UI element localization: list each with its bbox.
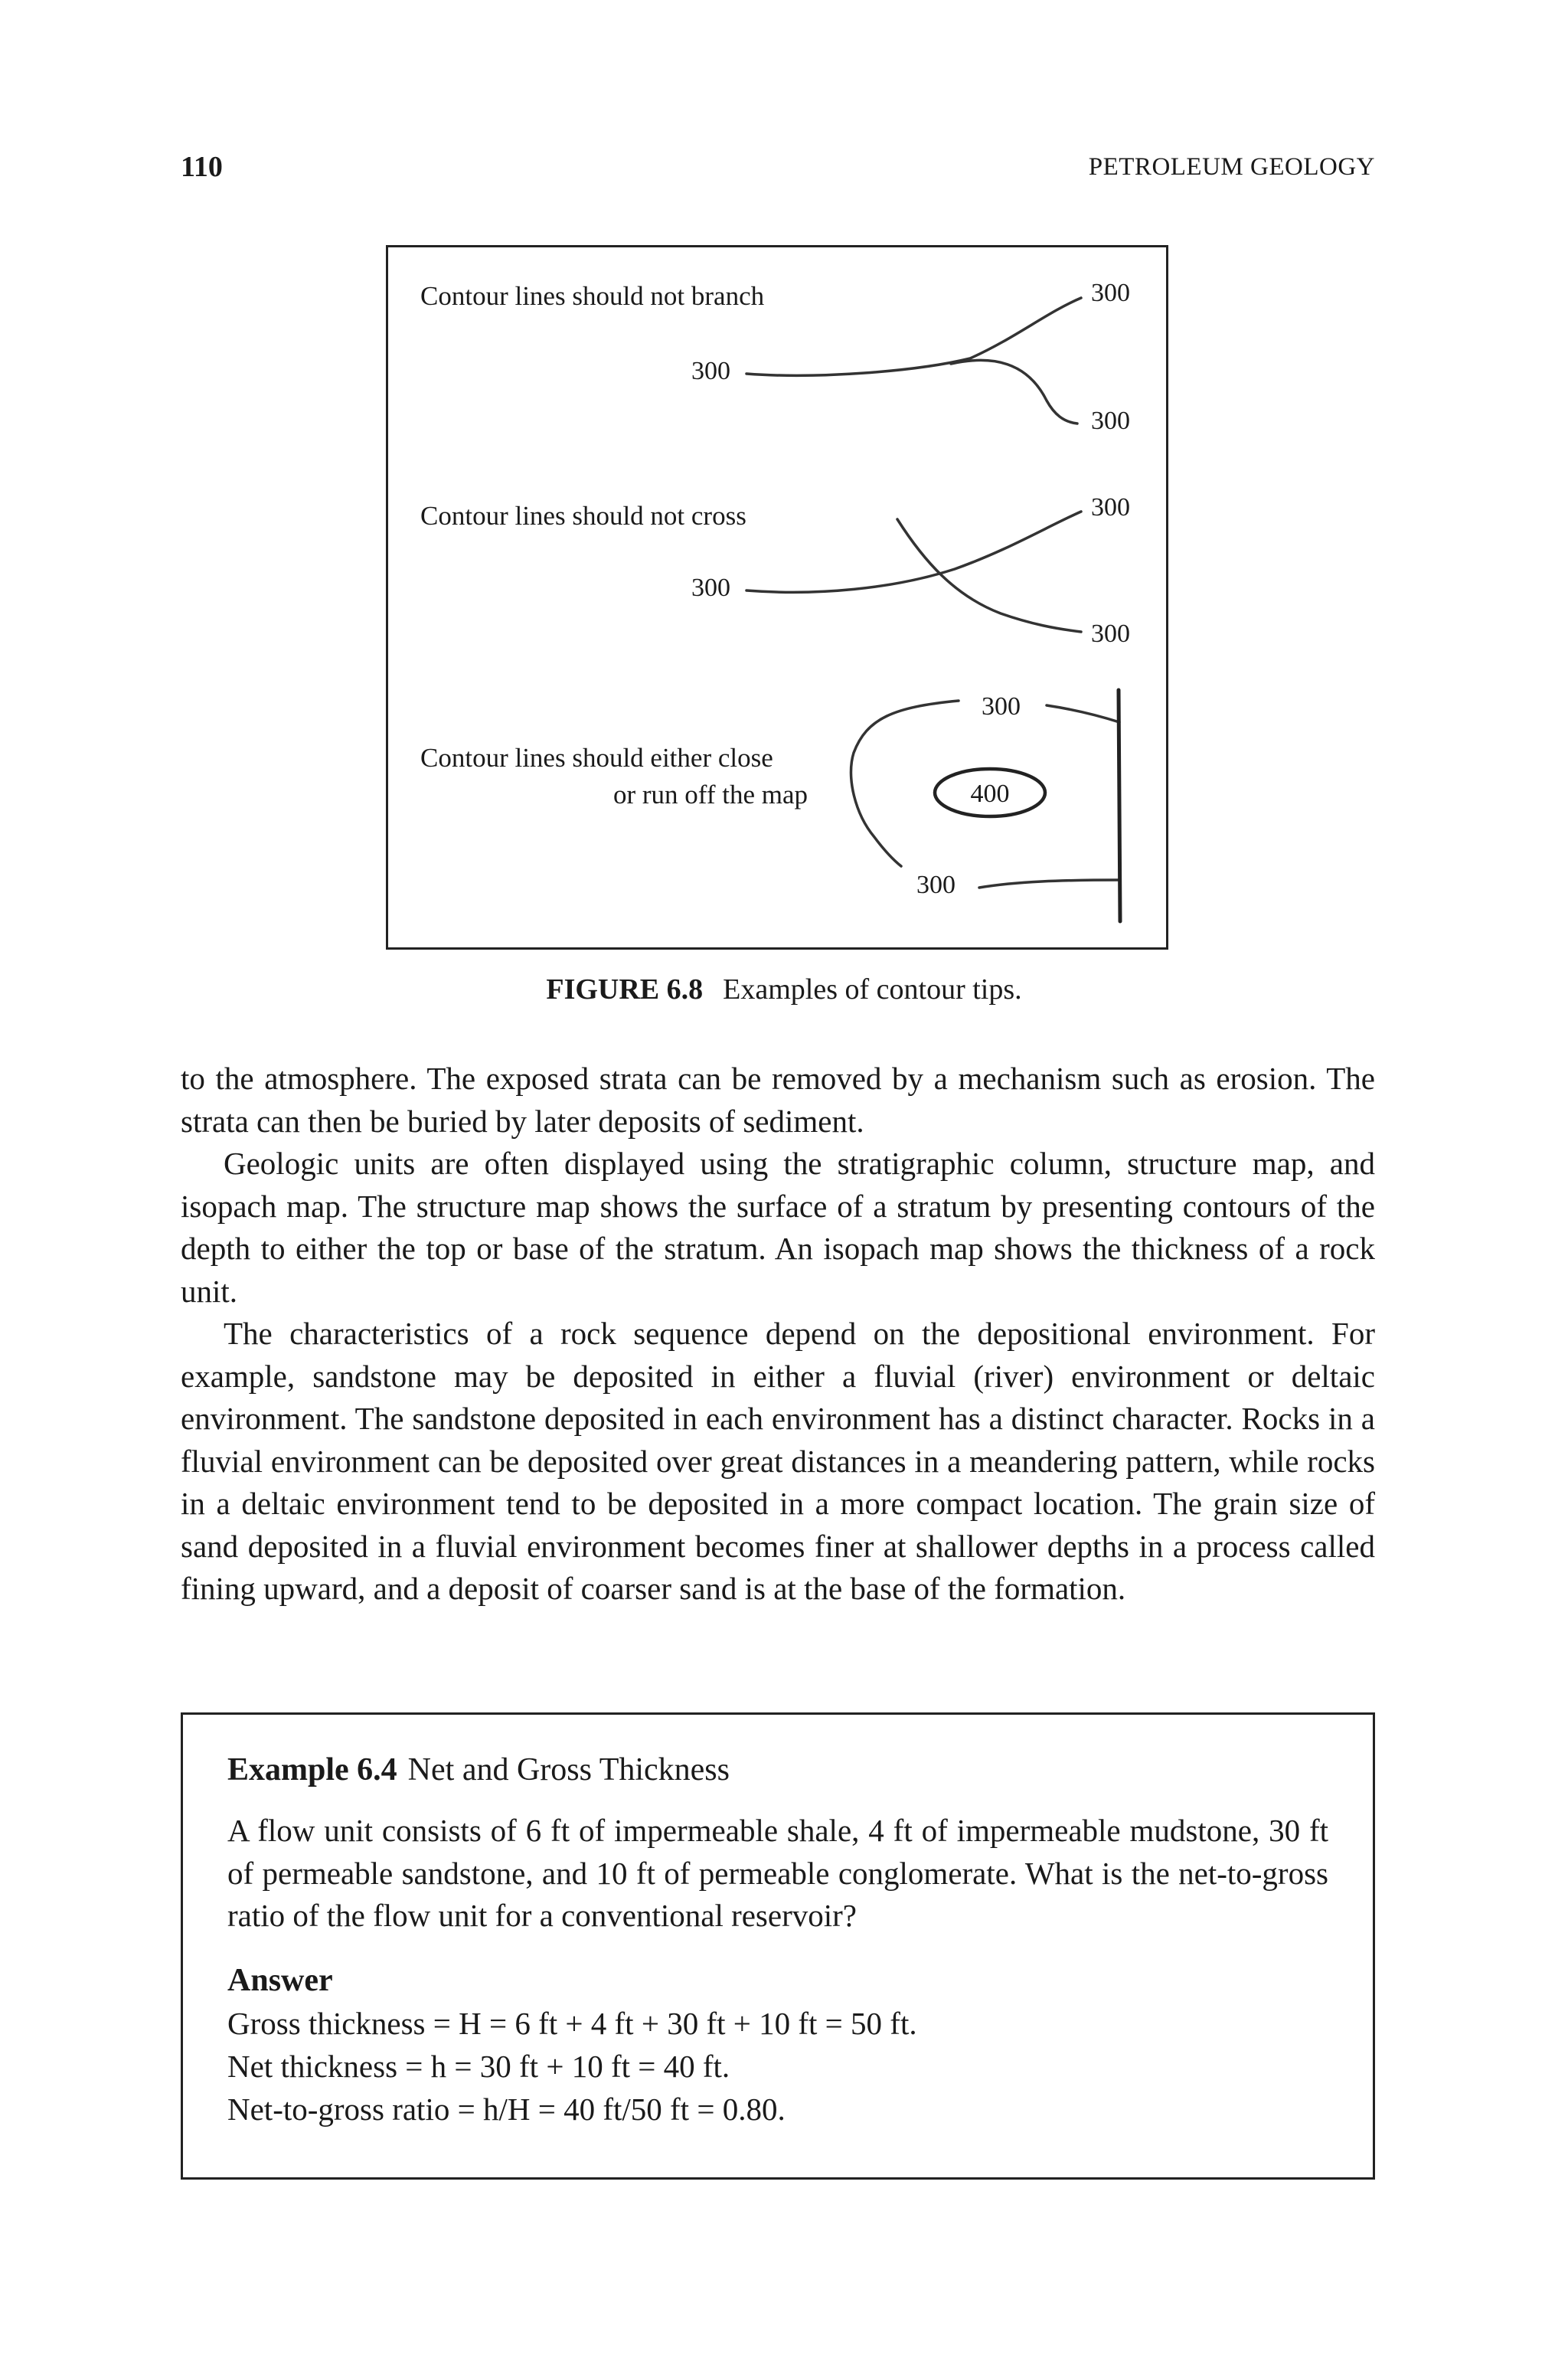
close-label-line2: or run off the map [612, 780, 808, 810]
cross-rising-contour [746, 512, 1081, 592]
example-box [181, 1712, 1375, 2180]
contour-tips-diagram [388, 247, 1171, 952]
branch-upper-value: 300 [1091, 279, 1130, 307]
cross-lower-value: 300 [1091, 620, 1130, 648]
branch-left-value: 300 [691, 357, 730, 385]
running-head [181, 150, 1375, 196]
figure-6-8 [386, 245, 1168, 950]
branch-fork-contour [951, 360, 1077, 424]
cross-label: Contour lines should not cross [420, 501, 746, 531]
map-edge-line [1119, 690, 1120, 921]
branch-label: Contour lines should not branch [420, 281, 765, 311]
close-bottom-value: 300 [916, 871, 956, 899]
paragraph-2: Geologic units are often displayed using the stratigraphic column, structure map, and isopach map. The structure map shows the surface of a stratum by presenting contours of the depth to either the top or base of the stratum. An isopach map shows the thickness of a rock unit. [181, 1146, 1375, 1309]
answer-gross-thickness: Gross thickness = H = 6 ft + 4 ft + 30 ft + 10 ft = 50 ft. [227, 2005, 917, 2041]
figure-caption [0, 973, 1568, 1006]
cross-left-value: 300 [691, 574, 730, 602]
close-open-contour [851, 701, 959, 866]
example-title-text: Net and Gross Thickness [407, 1752, 730, 1787]
close-center-value: 400 [970, 780, 1010, 808]
example-title [227, 1748, 1328, 1791]
book-title: PETROLEUM GEOLOGY [1088, 153, 1375, 181]
figure-label: FIGURE 6.8 [546, 973, 704, 1006]
answer-net-to-gross: Net-to-gross ratio = h/H = 40 ft/50 ft = 0.80. [227, 2091, 786, 2127]
branch-main-contour [746, 298, 1081, 375]
answer-net-thickness: Net thickness = h = 30 ft + 10 ft = 40 ft. [227, 2048, 730, 2084]
body-text [181, 1058, 1375, 1611]
paragraph-3: The characteristics of a rock sequence depend on the depositional environment. For example, sandstone may be deposited in either a fluvial (river) environment or deltaic environment. The sandstone deposited in each environment has a distinct character. Rocks in a fluvial environment can be deposited over great distances in a meandering pattern, while rocks in a deltaic environment tend to be deposited in a more compact location. The grain size of sand deposited in a fluvial environment becomes finer at shallower depths in a process called fining upward, and a deposit of coarser sand is at the base of the formation. [181, 1316, 1375, 1606]
page-number: 110 [181, 151, 223, 183]
example-question: A flow unit consists of 6 ft of impermeable shale, 4 ft of impermeable mudstone, 30 ft of permeable sandstone, and 10 ft of permeable conglomerate. What is the net-to-gross ratio of the flow unit for a conventional reservoir? [227, 1813, 1328, 1933]
close-top-runoff-contour [1047, 705, 1119, 722]
cross-falling-contour [897, 519, 1081, 632]
figure-caption-text: Examples of contour tips. [723, 973, 1022, 1006]
paragraph-1: to the atmosphere. The exposed strata can be removed by a mechanism such as erosion. The strata can then be buried by later deposits of sediment. [181, 1061, 1375, 1139]
answer-heading: Answer [227, 1962, 333, 1998]
cross-upper-value: 300 [1091, 493, 1130, 522]
branch-lower-value: 300 [1091, 407, 1130, 435]
example-label: Example 6.4 [227, 1752, 397, 1787]
close-top-value: 300 [982, 692, 1021, 721]
close-bottom-runoff-contour [979, 880, 1119, 888]
close-label-line1: Contour lines should either close [420, 743, 773, 773]
